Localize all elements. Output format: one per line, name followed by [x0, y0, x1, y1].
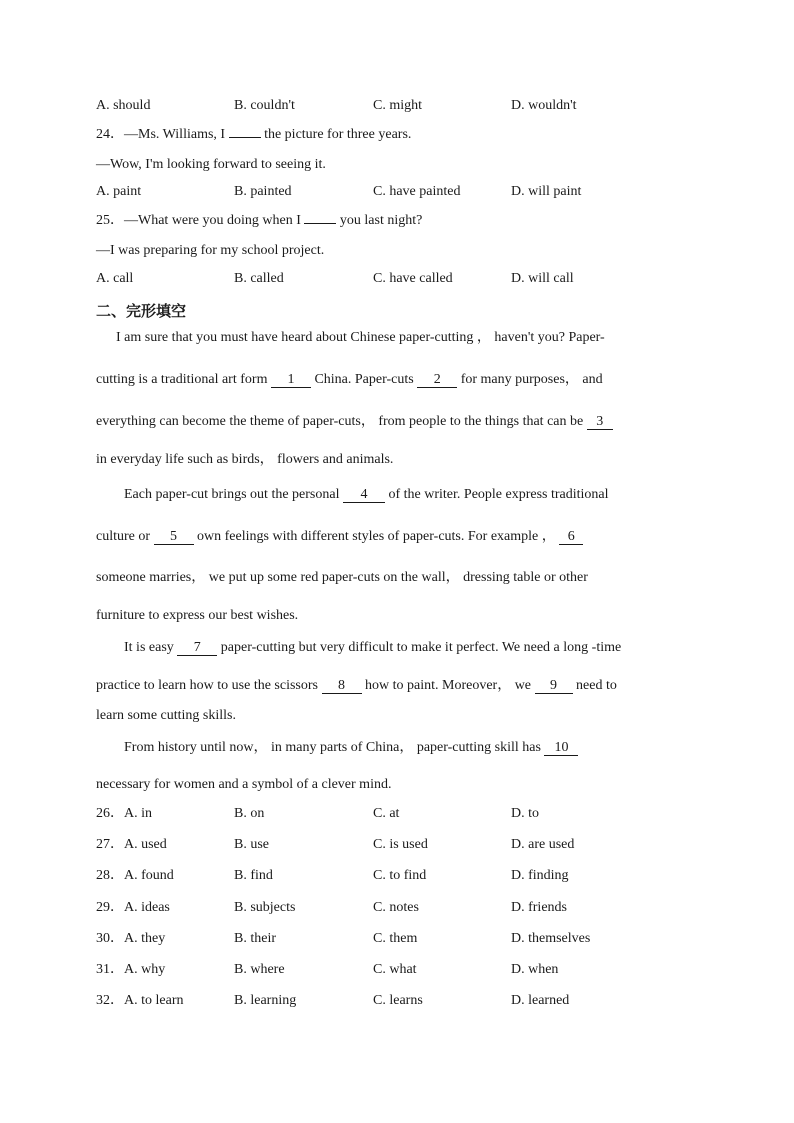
- option-b: B. on: [234, 806, 265, 821]
- option-a: A. why: [124, 962, 166, 977]
- blank-8: 8: [322, 678, 362, 694]
- blank-10: 10: [544, 740, 578, 756]
- blank-1: 1: [271, 372, 311, 388]
- question-number: 30．: [96, 931, 124, 946]
- option-c: C. is used: [373, 837, 428, 852]
- q23-option-c: C. might: [373, 98, 423, 113]
- text-segment: practice to learn how to use the scissors: [96, 678, 322, 693]
- text-segment: how to paint. Moreover， we: [361, 678, 535, 693]
- text-segment: need to: [572, 678, 617, 693]
- option-d: D. themselves: [511, 931, 591, 946]
- blank-9: 9: [535, 678, 573, 694]
- question-number: 29．: [96, 900, 124, 915]
- text-segment: From history until now， in many parts of China， paper-cutting skill has: [124, 740, 545, 755]
- passage-p1-line3: [96, 413, 686, 431]
- option-a: A. ideas: [124, 900, 170, 915]
- question-number: 27．: [96, 837, 124, 852]
- option-d: D. friends: [511, 900, 567, 915]
- option-a: A. found: [124, 868, 174, 883]
- text-segment: cutting is a traditional art form: [96, 372, 271, 387]
- q25-option-d: D. will call: [511, 271, 574, 286]
- q24-stem-post: the picture for three years.: [260, 127, 412, 142]
- option-d: D. when: [511, 962, 559, 977]
- q25-stem-post: you last night?: [336, 213, 423, 228]
- passage-p2-line2: [96, 528, 686, 546]
- q24-stem-pre: 24．—Ms. Williams, I: [96, 127, 229, 142]
- text-segment: for many purposes， and: [457, 372, 603, 387]
- q24-stem: [96, 126, 411, 144]
- q25-stem-pre: 25．—What were you doing when I: [96, 213, 305, 228]
- blank-2: 2: [417, 372, 457, 388]
- option-b: B. find: [234, 868, 273, 883]
- question-number: 28．: [96, 868, 124, 883]
- option-b: B. use: [234, 837, 269, 852]
- blank-4: 4: [343, 487, 385, 503]
- option-a: A. to learn: [124, 993, 184, 1008]
- option-d: D. finding: [511, 868, 569, 883]
- passage-p4-line2: necessary for women and a symbol of a clever mind.: [96, 777, 392, 792]
- passage-p2-line3: someone marries， we put up some red paper-cuts on the wall， dressing table or other: [96, 570, 588, 585]
- option-c: C. what: [373, 962, 417, 977]
- option-b: B. their: [234, 931, 276, 946]
- question-number: 32．: [96, 993, 124, 1008]
- text-segment: own feelings with different styles of paper-cuts. For example ，: [193, 529, 560, 544]
- option-c: C. them: [373, 931, 418, 946]
- question-number: 31．: [96, 962, 124, 977]
- option-d: D. learned: [511, 993, 570, 1008]
- text-segment: paper-cutting but very difficult to make it perfect. We need a long -time: [217, 640, 622, 655]
- text-segment: China. Paper-cuts: [310, 372, 418, 387]
- passage-p2-line4: furniture to express our best wishes.: [96, 608, 299, 623]
- q24-blank: [229, 137, 261, 138]
- q25-stem: [96, 212, 422, 230]
- question-26: [96, 805, 152, 823]
- passage-p3-line2: [96, 677, 686, 695]
- blank-5: 5: [154, 529, 194, 545]
- q25-option-a: A. call: [96, 271, 134, 286]
- passage-p3-line3: learn some cutting skills.: [96, 708, 236, 723]
- q23-option-d: D. wouldn't: [511, 98, 577, 113]
- option-c: C. at: [373, 806, 400, 821]
- passage-p1-line2: [96, 371, 686, 389]
- text-segment: everything can become the theme of paper-cuts， from people to the things that can be: [96, 414, 587, 429]
- q24-reply: —Wow, I'm looking forward to seeing it.: [96, 157, 326, 172]
- blank-3: 3: [587, 414, 613, 430]
- text-segment: culture or: [96, 529, 154, 544]
- q24-option-b: B. painted: [234, 184, 292, 199]
- q23-option-a: A. should: [96, 98, 151, 113]
- option-a: A. in: [124, 806, 152, 821]
- option-a: A. used: [124, 837, 167, 852]
- text-segment: Each paper-cut brings out the personal: [124, 487, 343, 502]
- q23-option-b: B. couldn't: [234, 98, 295, 113]
- section-heading: 二、完形填空: [96, 302, 187, 320]
- q24-option-c: C. have painted: [373, 184, 461, 199]
- option-c: C. notes: [373, 900, 419, 915]
- option-b: B. subjects: [234, 900, 296, 915]
- q24-option-d: D. will paint: [511, 184, 582, 199]
- question-number: 26．: [96, 806, 124, 821]
- passage-p3-line1: [124, 639, 714, 657]
- passage-p4-line1: [124, 739, 714, 757]
- option-b: B. learning: [234, 993, 297, 1008]
- text-segment: of the writer. People express traditional: [384, 487, 609, 502]
- option-d: D. are used: [511, 837, 575, 852]
- q25-blank: [304, 223, 336, 224]
- option-c: C. to find: [373, 868, 427, 883]
- option-b: B. where: [234, 962, 285, 977]
- blank-7: 7: [177, 640, 217, 656]
- blank-6: 6: [559, 529, 583, 545]
- question-29: [96, 899, 170, 917]
- q24-option-a: A. paint: [96, 184, 142, 199]
- passage-p1-line4: in everyday life such as birds， flowers and animals.: [96, 452, 394, 467]
- q25-option-b: B. called: [234, 271, 284, 286]
- passage-p2-line1: [124, 486, 714, 504]
- passage-p1-line1: I am sure that you must have heard about Chinese paper-cutting ， haven't you? Paper-: [116, 330, 605, 345]
- question-27: [96, 836, 167, 854]
- question-32: [96, 992, 183, 1010]
- text-segment: It is easy: [124, 640, 178, 655]
- q25-option-c: C. have called: [373, 271, 453, 286]
- question-31: [96, 961, 165, 979]
- q25-reply: —I was preparing for my school project.: [96, 243, 325, 258]
- option-a: A. they: [124, 931, 166, 946]
- option-d: D. to: [511, 806, 539, 821]
- question-30: [96, 930, 165, 948]
- question-28: [96, 867, 174, 885]
- option-c: C. learns: [373, 993, 423, 1008]
